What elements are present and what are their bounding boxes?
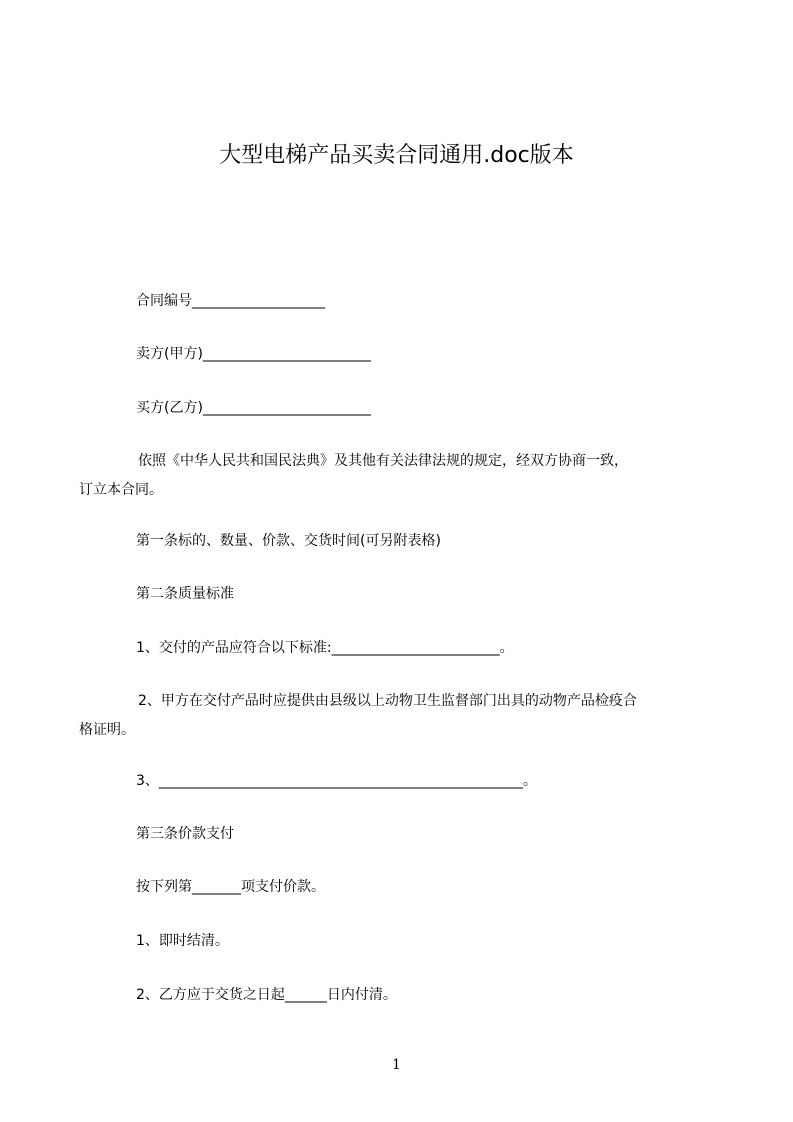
article-2-item-2-line-2: 格证明。 [79, 722, 135, 738]
article-2-item-3: 3、____________________________________________________。 [136, 773, 537, 789]
article-3-item-1: 1、即时结清。 [136, 933, 229, 949]
article-1-heading: 第一条标的、数量、价款、交货时间(可另附表格) [136, 533, 441, 549]
buyer-field: 买方(乙方)________________________ [136, 400, 371, 416]
article-3-instruction: 按下列第_______项支付价款。 [136, 879, 325, 895]
intro-line-1: 依照《中华人民共和国民法典》及其他有关法律法规的规定，经双方协商一致， [138, 453, 628, 469]
seller-field: 卖方(甲方)________________________ [136, 346, 371, 362]
article-2-item-2-line-1: 2、甲方在交付产品时应提供由县级以上动物卫生监督部门出具的动物产品检疫合 [138, 693, 637, 709]
intro-line-2: 订立本合同。 [79, 482, 163, 498]
article-3-item-2: 2、乙方应于交货之日起______日内付清。 [136, 987, 397, 1003]
intro-paragraph [79, 447, 718, 505]
article-3-heading: 第三条价款支付 [136, 826, 234, 842]
article-2-item-2 [79, 687, 718, 745]
article-2-heading: 第二条质量标准 [136, 586, 234, 602]
article-2-item-1: 1、交付的产品应符合以下标准:________________________。 [136, 640, 514, 656]
document-title: 大型电梯产品买卖合同通用.doc版本 [219, 143, 574, 168]
page-number: 1 [392, 1057, 401, 1073]
contract-number-field: 合同编号___________________ [136, 293, 325, 309]
